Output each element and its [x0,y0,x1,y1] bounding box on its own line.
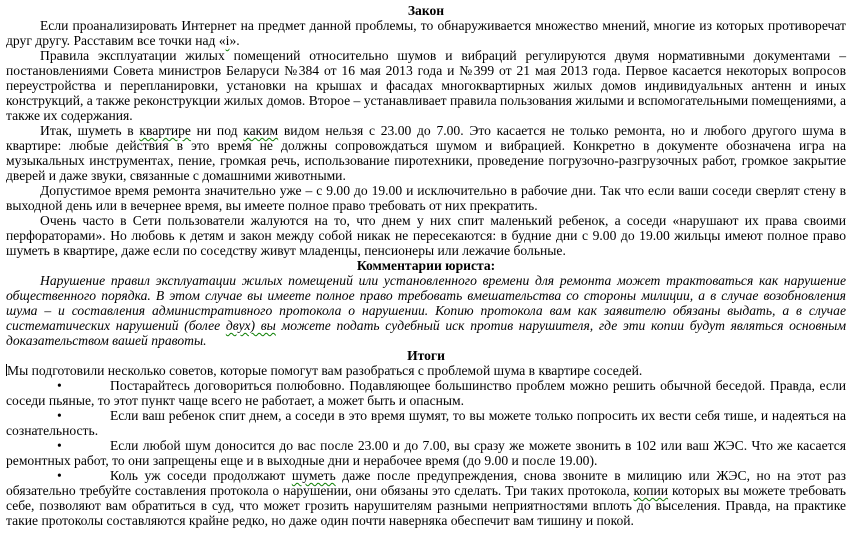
text-segment: Если проанализировать Интернет на предмет данной проблемы, то обнаруживается множество мнений, многие из которых противоречат друг другу. Расставим все точки над « [6,18,846,48]
text-segment: Нарушение правил эксплуатации жилых помещений или установленного времени для ремонта может трактоваться как нарушение общественного порядка. В этом случае вы имеете полное право требовать вмешательства со стороны милиции, а в случае возобновления шума – и составления административного протокола о нарушении. Копию протокола вам как заявителю обязаны выдать, а в случае систематических нарушений (более [6,273,846,333]
text-segment: Мы подготовили несколько советов, которые помогут вам разобраться с проблемой шума в квартире соседей. [7,363,643,378]
spellcheck-word: двух) вы [225,318,276,333]
paragraph-night-noise [6,123,846,183]
heading-law: Закон [407,3,445,18]
text-segment: можете подать судебный иск против нарушителя, где эти копии будут являться основным доказательством вашей правоты. [6,318,846,348]
list-item [6,438,846,468]
paragraph-internet-opinions [6,18,846,48]
spellcheck-word: копии [633,483,669,498]
text-segment: ». [229,33,240,48]
bullet-icon: • [57,378,62,393]
list-item [6,468,846,528]
spellcheck-word: квартире [139,123,191,138]
spellcheck-word: i [225,33,230,48]
spellcheck-word: каким [243,123,279,138]
paragraph-repair-hours: Допустимое время ремонта значительно уже – с 9.00 до 19.00 и исключительно в рабочие дни. Так что если ваши соседи сверлят стену в выходной день или в вечернее время, вы имеете полное право требовать от них прекратить. [6,183,846,213]
paragraph-lawyer-note [6,273,846,348]
text-segment: Коль уж соседи продолжают [110,468,292,483]
text-segment: даже после предупреждения, снова звоните в милицию или ЖЭС, но на этот раз обязательно требуйте составления протокола о нарушении, они обязаны это сделать. Три таких протокола, [6,468,846,498]
heading-results: Итоги [407,348,445,363]
list-item [6,378,846,408]
heading-lawyer-comments: Комментарии юриста: [356,258,496,273]
paragraph-sleeping-child: Очень часто в Сети пользователи жалуются на то, что днем у них спит маленький ребенок, а соседи «нарушают их права своими перфораторами». Но любовь к детям и закон между собой никак не пересекаются: в будние дни с 9.00 до 19.00 жильцы имеют полное право шуметь в квартире, даже если по соседству живут младенцы, пенсионеры или лежачие больные. [6,213,846,258]
text-segment: видом нельзя с 23.00 до 7.00. Это касается не только ремонта, но и любого другого шума в квартире: любые действия в это время не должны сопровождаться шумом и вибрацией. Конкретно в документе обозначена игра на музыкальных инструментах, пение, громкая речь, использование пиротехники, проведение погрузочно-разгрузочных работ, громкое закрытие дверей и даже звуки, связанные с домашними животными. [6,123,847,183]
paragraph-regulations: Правила эксплуатации жилых помещений относительно шумов и вибраций регулируются двумя нормативными документами – постановлениями Совета министров Беларуси №384 от 16 мая 2013 года и №399 от 21 мая 2013 года. Первое касается некоторых вопросов переустройства и перепланировки, установки на крышах и фасадах многоквартирных жилых домов индивидуальных антенн и иных конструкций, а также реконструкции жилых домов. Второе – устанавливает правила пользования жилыми и вспомогательными помещениями, а также их содержания. [6,48,846,123]
text-segment: ни под [190,123,244,138]
text-segment: Итак, шуметь в [40,123,140,138]
text-segment: которых вы можете требовать себе, позволяют вам обратиться в суд, что может грозить нарушителям разными неприятностями вплоть до выселения. Правда, на практике такие протоколы составляются крайне редко, но даже один почти наверняка обеспечит вам тишину и покой. [6,483,846,528]
bullet-icon: • [57,438,62,453]
list-item [6,408,846,438]
text-segment: Если ваш ребенок спит днем, а соседи в это время шумят, то вы можете только попросить их вести себя тише, и надеяться на сознательность. [6,408,846,438]
bullet-icon: • [57,468,62,483]
bullet-icon: • [57,408,62,423]
text-segment: Если любой шум доносится до вас после 23.00 и до 7.00, вы сразу же можете звонить в 102 или ваш ЖЭС. Что же касается ремонтных работ, то они запрещены еще и в выходные дни и нерабочее время (до 9.00 и после 19.00). [6,438,846,468]
spellcheck-word: шуметь [291,468,336,483]
paragraph-intro-tips [6,363,846,378]
text-segment: Постарайтесь договориться полюбовно. Подавляющее большинство проблем можно решить обычной беседой. Правда, если соседи пьяные, то этот пункт чаще всего не работает, а может быть и опасным. [6,378,846,408]
